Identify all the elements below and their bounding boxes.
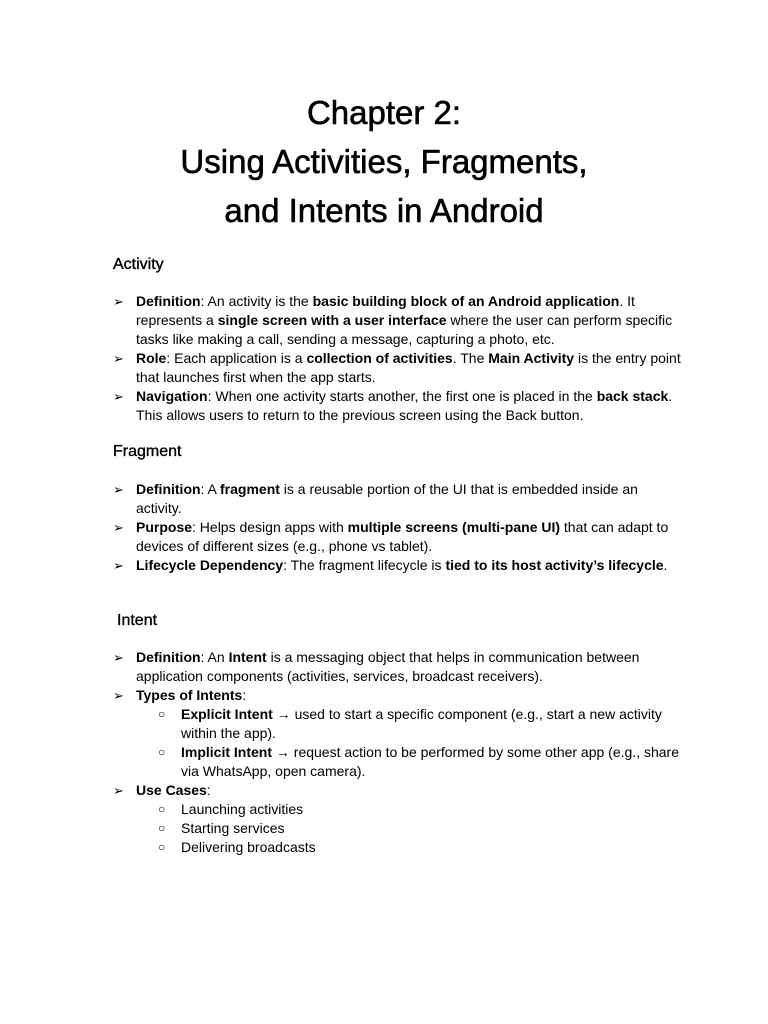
emphasis: single screen with a user interface [217, 312, 447, 328]
text: : Each application is a [166, 350, 307, 366]
term: Implicit Intent [181, 744, 272, 760]
term: Use Cases [136, 782, 207, 798]
circle-bullet-icon: ○ [158, 802, 166, 816]
term: Role [136, 350, 167, 366]
arrow-bullet-icon: ➢ [113, 389, 124, 404]
term: Types of Intents [136, 687, 243, 703]
term: Navigation [136, 388, 208, 404]
use-case-item [136, 838, 683, 857]
use-case-text: Starting services [181, 820, 285, 836]
activity-role-item [113, 349, 683, 387]
fragment-definition-item [113, 480, 683, 518]
intent-types-sublist [136, 705, 683, 781]
term: Definition [136, 649, 201, 665]
arrow-bullet-icon: ➢ [113, 351, 124, 366]
text: → request action to be performed by some other app (e.g., share via WhatsApp, open camera). [181, 744, 679, 779]
emphasis: Intent [228, 649, 267, 665]
emphasis: fragment [220, 481, 280, 497]
use-cases-sublist [136, 800, 683, 857]
activity-navigation-item [113, 387, 683, 425]
use-case-text: Launching activities [181, 801, 304, 817]
term: Definition [136, 293, 201, 309]
page-title-line-2: Using Activities, Fragments, [180, 143, 588, 180]
text: : A [200, 481, 221, 497]
arrow-bullet-icon: ➢ [113, 650, 124, 665]
emphasis: collection of activities [306, 350, 453, 366]
fragment-list [113, 480, 683, 575]
use-case-item [136, 800, 683, 819]
text: : When one activity starts another, the first one is placed in the [207, 388, 597, 404]
text: is a messaging object that helps in communication between application components (activities, services, broadcast receivers). [136, 649, 640, 684]
arrow-bullet-icon: ➢ [113, 294, 124, 309]
arrow-bullet-icon: ➢ [113, 482, 124, 497]
term: Purpose [136, 519, 193, 535]
page-title [0, 88, 768, 235]
fragment-heading: Fragment [113, 443, 182, 460]
activity-definition-item [113, 292, 683, 349]
fragment-purpose-item [113, 518, 683, 556]
intent-use-cases-item [113, 781, 683, 857]
text: . [663, 557, 668, 573]
text: . This allows users to return to the previous screen using the Back button. [136, 388, 673, 423]
intent-heading: Intent [117, 612, 158, 629]
arrow-bullet-icon: ➢ [113, 688, 124, 703]
circle-bullet-icon: ○ [158, 745, 166, 759]
text: where the user can perform specific tasks like making a call, sending a message, capturing a photo, etc. [136, 312, 673, 347]
implicit-intent-item [136, 743, 683, 781]
emphasis: multiple screens (multi-pane UI) [347, 519, 561, 535]
text: : [242, 687, 247, 703]
fragment-lifecycle-item [113, 556, 683, 575]
circle-bullet-icon: ○ [158, 821, 166, 835]
intent-types-item [113, 686, 683, 781]
use-case-item [136, 819, 683, 838]
text: is the entry point that launches first when the app starts. [136, 350, 681, 385]
explicit-intent-item [136, 705, 683, 743]
emphasis: basic building block of an Android application [312, 293, 620, 309]
circle-bullet-icon: ○ [158, 707, 166, 721]
page-title-line-3: and Intents in Android [224, 192, 544, 229]
text: → used to start a specific component (e.g., start a new activity within the app). [181, 706, 662, 741]
arrow-bullet-icon: ➢ [113, 783, 124, 798]
text: : An activity is the [200, 293, 313, 309]
text: . The [452, 350, 489, 366]
arrow-bullet-icon: ➢ [113, 520, 124, 535]
term: Definition [136, 481, 201, 497]
text: : An [200, 649, 229, 665]
activity-list [113, 292, 683, 425]
circle-bullet-icon: ○ [158, 840, 166, 854]
text: : The fragment lifecycle is [283, 557, 446, 573]
text: is a reusable portion of the UI that is embedded inside an activity. [136, 481, 638, 516]
term: Explicit Intent [181, 706, 273, 722]
use-case-text: Delivering broadcasts [181, 839, 316, 855]
activity-heading: Activity [113, 256, 164, 273]
text: that can adapt to devices of different sizes (e.g., phone vs tablet). [136, 519, 669, 554]
emphasis: Main Activity [488, 350, 575, 366]
text: . It represents a [136, 293, 635, 328]
page-title-line-1: Chapter 2: [306, 94, 462, 131]
intent-list [113, 648, 683, 857]
intent-definition-item [113, 648, 683, 686]
emphasis: back stack [596, 388, 669, 404]
arrow-bullet-icon: ➢ [113, 558, 124, 573]
text: : Helps design apps with [192, 519, 348, 535]
text: : [206, 782, 211, 798]
term: Lifecycle Dependency [136, 557, 284, 573]
emphasis: tied to its host activity’s lifecycle [445, 557, 664, 573]
